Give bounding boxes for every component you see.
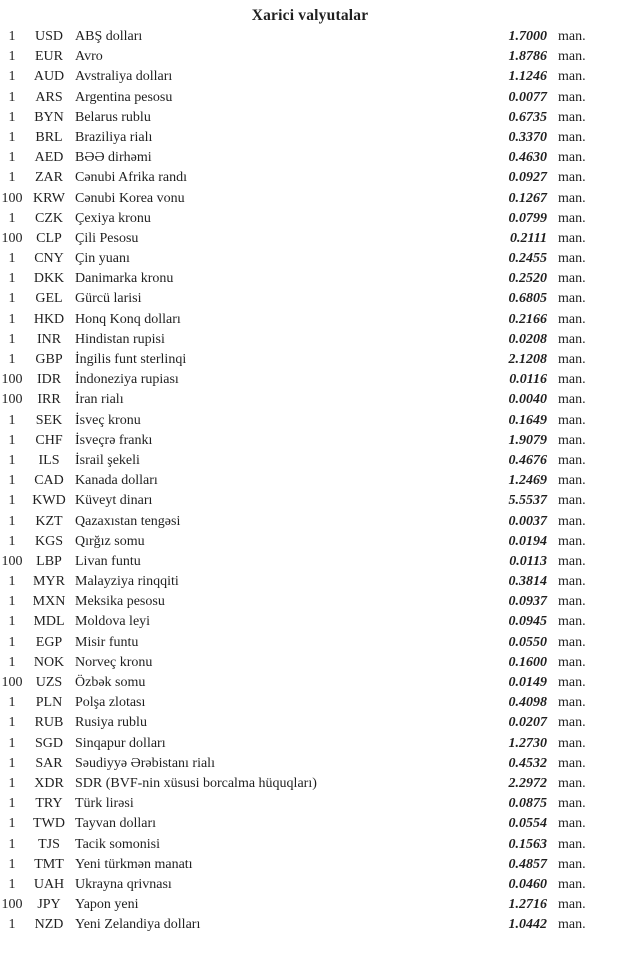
currency-rate: 0.0194 [508,533,547,549]
currency-quantity: 100 [1,675,23,690]
currency-quantity: 100 [1,190,23,206]
currency-rate: 0.0945 [508,614,547,630]
currency-row [0,653,620,673]
currency-code: NOK [33,654,65,670]
currency-unit-label: man. [558,695,586,711]
currency-quantity: 1 [8,49,16,65]
currency-rate: 0.0550 [508,634,547,650]
currency-row [0,895,620,915]
currency-rate: 1.0442 [508,917,547,933]
currency-rate: 0.2111 [510,230,547,246]
currency-row [0,431,620,451]
currency-name: ABŞ dolları [75,29,143,44]
currency-code: UAH [33,876,65,892]
currency-unit-label: man. [558,150,586,166]
currency-code: HKD [33,311,65,327]
currency-rate: 1.2716 [508,897,547,913]
currency-name: Özbək somu [75,675,146,690]
currency-unit-label: man. [558,473,586,489]
currency-row [0,774,620,794]
currency-rate: 1.2469 [508,473,547,489]
currency-rate: 0.1600 [508,654,547,670]
currency-name: Moldova leyi [75,614,151,630]
currency-quantity: 1 [8,493,16,509]
currency-quantity: 1 [8,775,16,791]
currency-row [0,794,620,814]
currency-quantity: 1 [8,311,16,327]
currency-name: Polşa zlotası [75,695,146,711]
currency-name: Hindistan rupisi [75,331,165,347]
currency-rate: 5.5537 [508,493,547,509]
currency-quantity: 1 [8,109,16,125]
currency-row [0,713,620,733]
currency-quantity: 1 [8,150,16,166]
currency-rate: 0.1649 [508,412,547,428]
currency-row [0,229,620,249]
currency-code: IRR [37,392,61,408]
currency-code: CHF [35,432,63,448]
currency-code: GEL [35,291,63,307]
currency-quantity: 100 [1,897,23,913]
currency-rate: 0.0554 [508,816,547,832]
currency-unit-label: man. [558,614,586,630]
currency-quantity: 1 [8,695,16,711]
currency-code: GBP [35,352,63,367]
currency-name: Honq Konq dolları [75,311,181,327]
currency-unit-label: man. [558,513,586,529]
currency-row [0,209,620,229]
currency-code: KWD [32,493,66,509]
currency-unit-label: man. [558,69,586,85]
currency-rate: 0.0113 [509,553,547,569]
currency-unit-label: man. [558,897,586,913]
currency-row [0,310,620,330]
currency-unit-label: man. [558,271,586,287]
currency-name: Ukrayna qrivnası [75,876,172,892]
currency-quantity: 1 [8,594,16,610]
currency-unit-label: man. [558,856,586,872]
currency-code: MXN [32,594,66,610]
currency-unit-label: man. [558,755,586,771]
currency-unit-label: man. [558,412,586,428]
currency-rate: 0.0460 [508,876,547,892]
currency-unit-label: man. [558,775,586,791]
currency-quantity: 1 [8,614,16,630]
currency-rate: 0.0116 [509,372,547,388]
currency-unit-label: man. [558,553,586,569]
currency-quantity: 1 [8,856,16,872]
currency-quantity: 1 [8,69,16,85]
currency-quantity: 1 [8,251,16,267]
currency-quantity: 1 [8,412,16,428]
currency-code: LBP [36,553,62,569]
currency-rate: 1.1246 [508,69,547,85]
currency-quantity: 1 [8,452,16,468]
currency-row [0,693,620,713]
currency-quantity: 1 [8,352,16,367]
currency-quantity: 1 [8,291,16,307]
currency-unit-label: man. [558,816,586,832]
currency-name: İsveçrə frankı [75,432,153,448]
currency-name: Qazaxıstan tengəsi [75,513,181,529]
currency-rate: 0.2520 [508,271,547,287]
currency-code: EUR [35,49,63,65]
currency-code: EGP [35,634,63,650]
currency-code: CAD [34,473,64,489]
currency-quantity: 1 [8,89,16,105]
currency-code: MYR [33,574,65,590]
currency-name: Çexiya kronu [75,210,151,226]
currency-unit-label: man. [558,533,586,549]
currency-row [0,350,620,370]
currency-code: TRY [35,796,63,812]
currency-unit-label: man. [558,735,586,751]
currency-code: TWD [33,816,65,832]
currency-quantity: 1 [8,735,16,751]
currency-unit-label: man. [558,392,586,408]
currency-row [0,47,620,67]
currency-row [0,189,620,209]
currency-rate: 0.0077 [508,89,547,105]
currency-row [0,249,620,269]
currency-row [0,27,620,47]
currency-quantity: 1 [8,473,16,489]
currency-quantity: 1 [8,654,16,670]
currency-unit-label: man. [558,594,586,610]
currency-code: INR [36,331,62,347]
currency-code: CNY [34,251,64,267]
currency-unit-label: man. [558,129,586,145]
currency-row [0,633,620,653]
currency-row [0,168,620,188]
currency-name: Tacik somonisi [75,836,160,852]
currency-name: Kanada dolları [75,473,158,489]
currency-row [0,390,620,410]
currency-name: Türk lirəsi [75,796,134,812]
currency-quantity: 1 [8,129,16,145]
currency-name: Avro [75,49,103,65]
currency-rate: 0.0040 [508,392,547,408]
currency-code: KRW [33,190,65,206]
currency-quantity: 1 [8,210,16,226]
currency-name: Cənubi Korea vonu [75,190,185,206]
currency-name: Misir funtu [75,634,139,650]
currency-rate: 1.9079 [508,432,547,448]
currency-code: TMT [34,856,64,872]
currency-unit-label: man. [558,291,586,307]
currency-code: MDL [33,614,65,630]
currency-row [0,491,620,511]
currency-name: Çin yuanı [75,251,130,267]
currency-quantity: 1 [8,513,16,529]
currency-name: Küveyt dinarı [75,493,153,509]
currency-quantity: 1 [8,170,16,186]
currency-row [0,370,620,390]
currency-row [0,835,620,855]
currency-rate: 0.0037 [508,513,547,529]
currency-quantity: 100 [1,392,23,408]
currency-name: Rusiya rublu [75,715,147,731]
currency-quantity: 1 [8,876,16,892]
currency-name: Belarus rublu [75,109,151,125]
currency-name: İsveç kronu [75,412,141,428]
currency-unit-label: man. [558,917,586,933]
currency-code: PLN [35,695,63,711]
currency-quantity: 1 [8,432,16,448]
currency-unit-label: man. [558,715,586,731]
currency-row [0,592,620,612]
currency-quantity: 1 [8,796,16,812]
currency-unit-label: man. [558,311,586,327]
currency-quantity: 1 [8,574,16,590]
currency-rate: 1.8786 [508,49,547,65]
currency-row [0,88,620,108]
currency-quantity: 1 [8,917,16,933]
currency-code: UZS [35,675,63,690]
currency-row [0,754,620,774]
currency-rate: 1.2730 [508,735,547,751]
currency-rate: 0.6805 [508,291,547,307]
currency-name: Malayziya rinqqiti [75,574,179,590]
currency-rate: 0.4857 [508,856,547,872]
currency-name: BƏƏ dirhəmi [75,150,152,166]
currency-row [0,512,620,532]
currency-row [0,612,620,632]
currency-code: KZT [35,513,63,529]
currency-code: ILS [38,452,60,468]
currency-quantity: 1 [8,271,16,287]
currency-row [0,330,620,350]
currency-code: SAR [35,755,63,771]
currency-row [0,108,620,128]
currency-unit-label: man. [558,190,586,206]
currency-code: KGS [34,533,63,549]
currency-name: Braziliya rialı [75,129,153,145]
currency-rate: 0.0207 [508,715,547,731]
currency-rate: 0.0937 [508,594,547,610]
currency-name: Norveç kronu [75,654,153,670]
currency-name: Yeni Zelandiya dolları [75,917,201,933]
currency-row [0,814,620,834]
currency-code: TJS [38,836,60,852]
currency-unit-label: man. [558,352,586,367]
currency-quantity: 1 [8,634,16,650]
currency-rate: 0.2455 [508,251,547,267]
currency-code: NZD [34,917,64,933]
currency-unit-label: man. [558,170,586,186]
currency-unit-label: man. [558,675,586,690]
currency-name: Argentina pesosu [75,89,173,105]
currency-name: Avstraliya dolları [75,69,173,85]
currency-code: AUD [33,69,65,85]
currency-code: DKK [33,271,65,287]
currency-name: Tayvan dolları [75,816,157,832]
currency-unit-label: man. [558,29,586,44]
currency-rate: 2.1208 [508,352,547,367]
currency-code: IDR [36,372,62,388]
currency-code: CLP [36,230,62,246]
currency-rate: 0.4676 [508,452,547,468]
currency-row [0,269,620,289]
currency-code: SGD [34,735,63,751]
currency-unit-label: man. [558,230,586,246]
currency-unit-label: man. [558,251,586,267]
currency-name: Çili Pesosu [75,230,139,246]
currency-row [0,734,620,754]
currency-unit-label: man. [558,493,586,509]
currency-row [0,673,620,693]
currency-rate: 0.0149 [508,675,547,690]
currency-unit-label: man. [558,634,586,650]
currency-row [0,875,620,895]
currency-quantity: 100 [1,372,23,388]
currency-rate: 0.0208 [508,331,547,347]
currency-unit-label: man. [558,109,586,125]
currency-rate: 1.7000 [508,29,547,44]
currency-unit-label: man. [558,49,586,65]
currency-unit-label: man. [558,836,586,852]
currency-row [0,451,620,471]
currency-name: Cənubi Afrika randı [75,170,187,186]
currency-code: CZK [35,210,63,226]
currency-unit-label: man. [558,876,586,892]
currency-rate: 0.0927 [508,170,547,186]
currency-code: BYN [34,109,64,125]
currency-name: İndoneziya rupiası [75,372,179,388]
currency-unit-label: man. [558,372,586,388]
currency-code: USD [34,29,63,44]
currency-name: Danimarka kronu [75,271,174,287]
currency-rate: 0.0799 [508,210,547,226]
currency-rate: 0.0875 [508,796,547,812]
currency-row [0,148,620,168]
currency-code: RUB [34,715,64,731]
currency-rate: 0.3814 [508,574,547,590]
currency-table [0,27,620,935]
currency-rate: 2.2972 [508,775,547,791]
currency-unit-label: man. [558,574,586,590]
currency-code: JPY [37,897,61,913]
currency-code: ARS [35,89,63,105]
currency-code: AED [34,150,64,166]
currency-name: İran rialı [75,392,124,408]
currency-quantity: 1 [8,836,16,852]
currency-rate: 0.1563 [508,836,547,852]
currency-unit-label: man. [558,432,586,448]
currency-row [0,289,620,309]
currency-unit-label: man. [558,654,586,670]
currency-name: İsrail şekeli [75,452,140,468]
currency-unit-label: man. [558,210,586,226]
currency-row [0,411,620,431]
currency-name: İngilis funt sterlinqi [75,352,187,367]
currency-unit-label: man. [558,452,586,468]
currency-code: SEK [35,412,63,428]
currency-quantity: 1 [8,533,16,549]
currency-row [0,67,620,87]
currency-name: Gürcü larisi [75,291,142,307]
currency-code: XDR [34,775,64,791]
currency-quantity: 1 [8,29,16,44]
currency-name: Səudiyyə Ərəbistanı rialı [75,755,215,771]
currency-unit-label: man. [558,89,586,105]
currency-name: Livan funtu [75,553,141,569]
currency-quantity: 1 [8,816,16,832]
currency-row [0,552,620,572]
currency-row [0,915,620,935]
page-title: Xarici valyutalar [251,7,369,24]
currency-name: Sinqapur dolları [75,735,166,751]
currency-row [0,128,620,148]
currency-name: SDR (BVF-nin xüsusi borcalma hüquqları) [75,775,317,791]
currency-rate: 0.4630 [508,150,547,166]
currency-unit-label: man. [558,331,586,347]
currency-code: ZAR [35,170,63,186]
currency-rate: 0.3370 [508,129,547,145]
currency-unit-label: man. [558,796,586,812]
currency-row [0,471,620,491]
currency-name: Meksika pesosu [75,594,165,610]
currency-quantity: 1 [8,331,16,347]
currency-quantity: 1 [8,715,16,731]
currency-code: BRL [35,129,63,145]
currency-row [0,572,620,592]
currency-rate: 0.6735 [508,109,547,125]
currency-quantity: 100 [1,230,23,246]
currency-rate: 0.2166 [508,311,547,327]
currency-rate: 0.4532 [508,755,547,771]
currency-rate: 0.4098 [508,695,547,711]
currency-rate: 0.1267 [508,190,547,206]
currency-quantity: 100 [1,553,23,569]
currency-name: Qırğız somu [75,533,145,549]
currency-name: Yapon yeni [75,897,139,913]
currency-row [0,855,620,875]
currency-quantity: 1 [8,755,16,771]
currency-name: Yeni türkmən manatı [75,856,193,872]
currency-row [0,532,620,552]
